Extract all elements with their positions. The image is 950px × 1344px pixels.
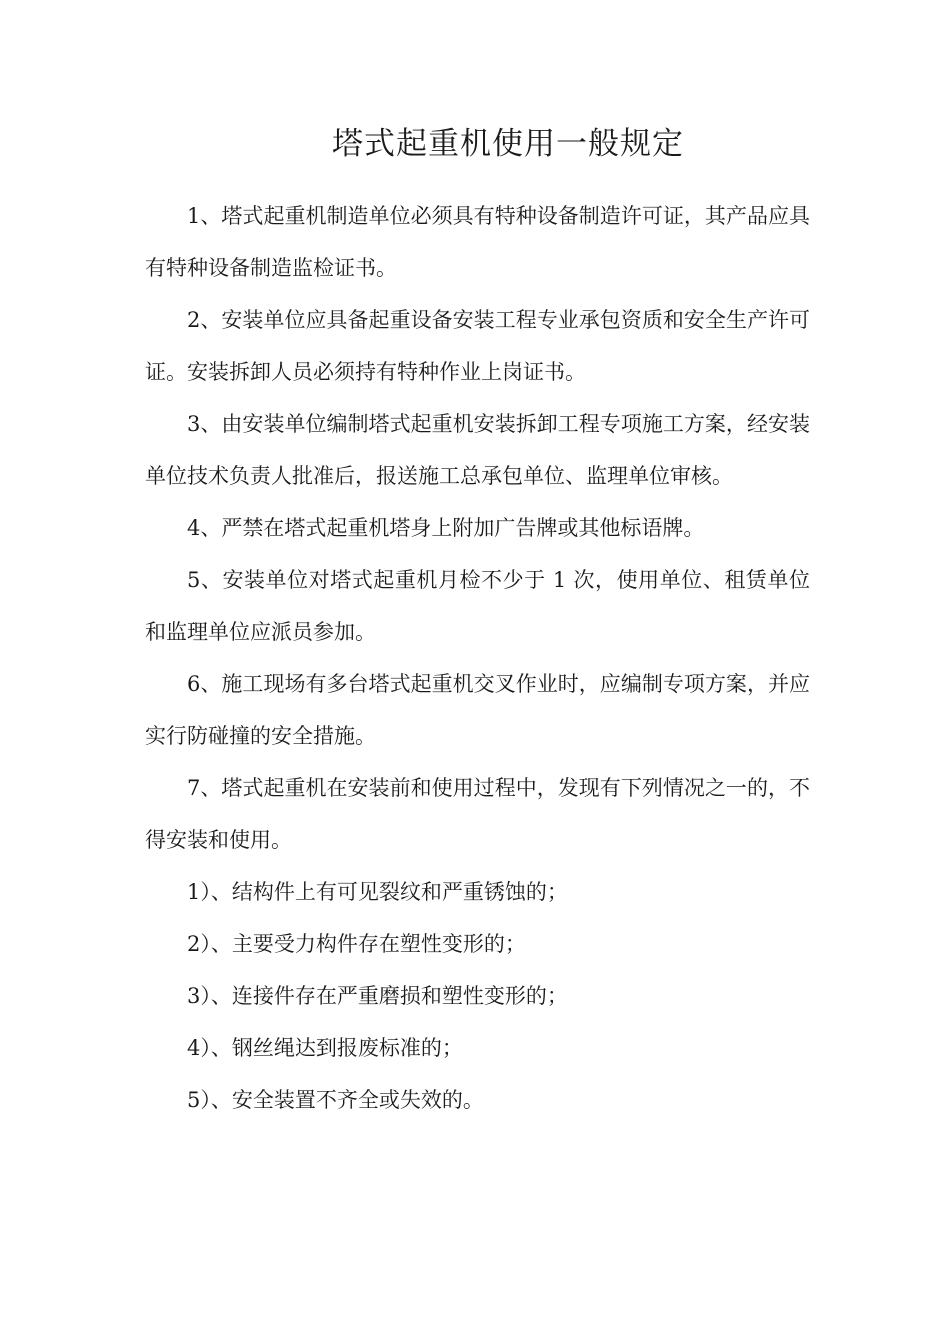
paragraph-7: 7、塔式起重机在安装前和使用过程中，发现有下列情况之一的，不得安装和使用。 (145, 776, 810, 852)
paragraph-5: 5、安装单位对塔式起重机月检不少于 1 次，使用单位、租赁单位和监理单位应派员参加。 (145, 568, 810, 644)
list-item-4: 4）、钢丝绳达到报废标准的； (187, 1036, 463, 1060)
list-item-2: 2）、主要受力构件存在塑性变形的； (187, 932, 526, 956)
paragraph-2: 2、安装单位应具备起重设备安装工程专业承包资质和安全生产许可证。安装拆卸人员必须持有特种作业上岗证书。 (145, 308, 810, 384)
document-body (145, 190, 810, 1126)
list-item-1: 1）、结构件上有可见裂纹和严重锈蚀的； (187, 880, 568, 904)
list-item-3: 3）、连接件存在严重磨损和塑性变形的； (187, 984, 568, 1008)
paragraph-1: 1、塔式起重机制造单位必须具有特种设备制造许可证，其产品应具有特种设备制造监检证书。 (145, 204, 810, 280)
document-title: 塔式起重机使用一般规定 (332, 126, 684, 162)
list-item-5: 5）、安全装置不齐全或失效的。 (187, 1088, 484, 1112)
paragraph-3: 3、由安装单位编制塔式起重机安装拆卸工程专项施工方案，经安装单位技术负责人批准后，报送施工总承包单位、监理单位审核。 (145, 412, 810, 488)
paragraph-4: 4、严禁在塔式起重机塔身上附加广告牌或其他标语牌。 (187, 516, 705, 540)
paragraph-6: 6、施工现场有多台塔式起重机交叉作业时，应编制专项方案，并应实行防碰撞的安全措施。 (145, 672, 810, 748)
